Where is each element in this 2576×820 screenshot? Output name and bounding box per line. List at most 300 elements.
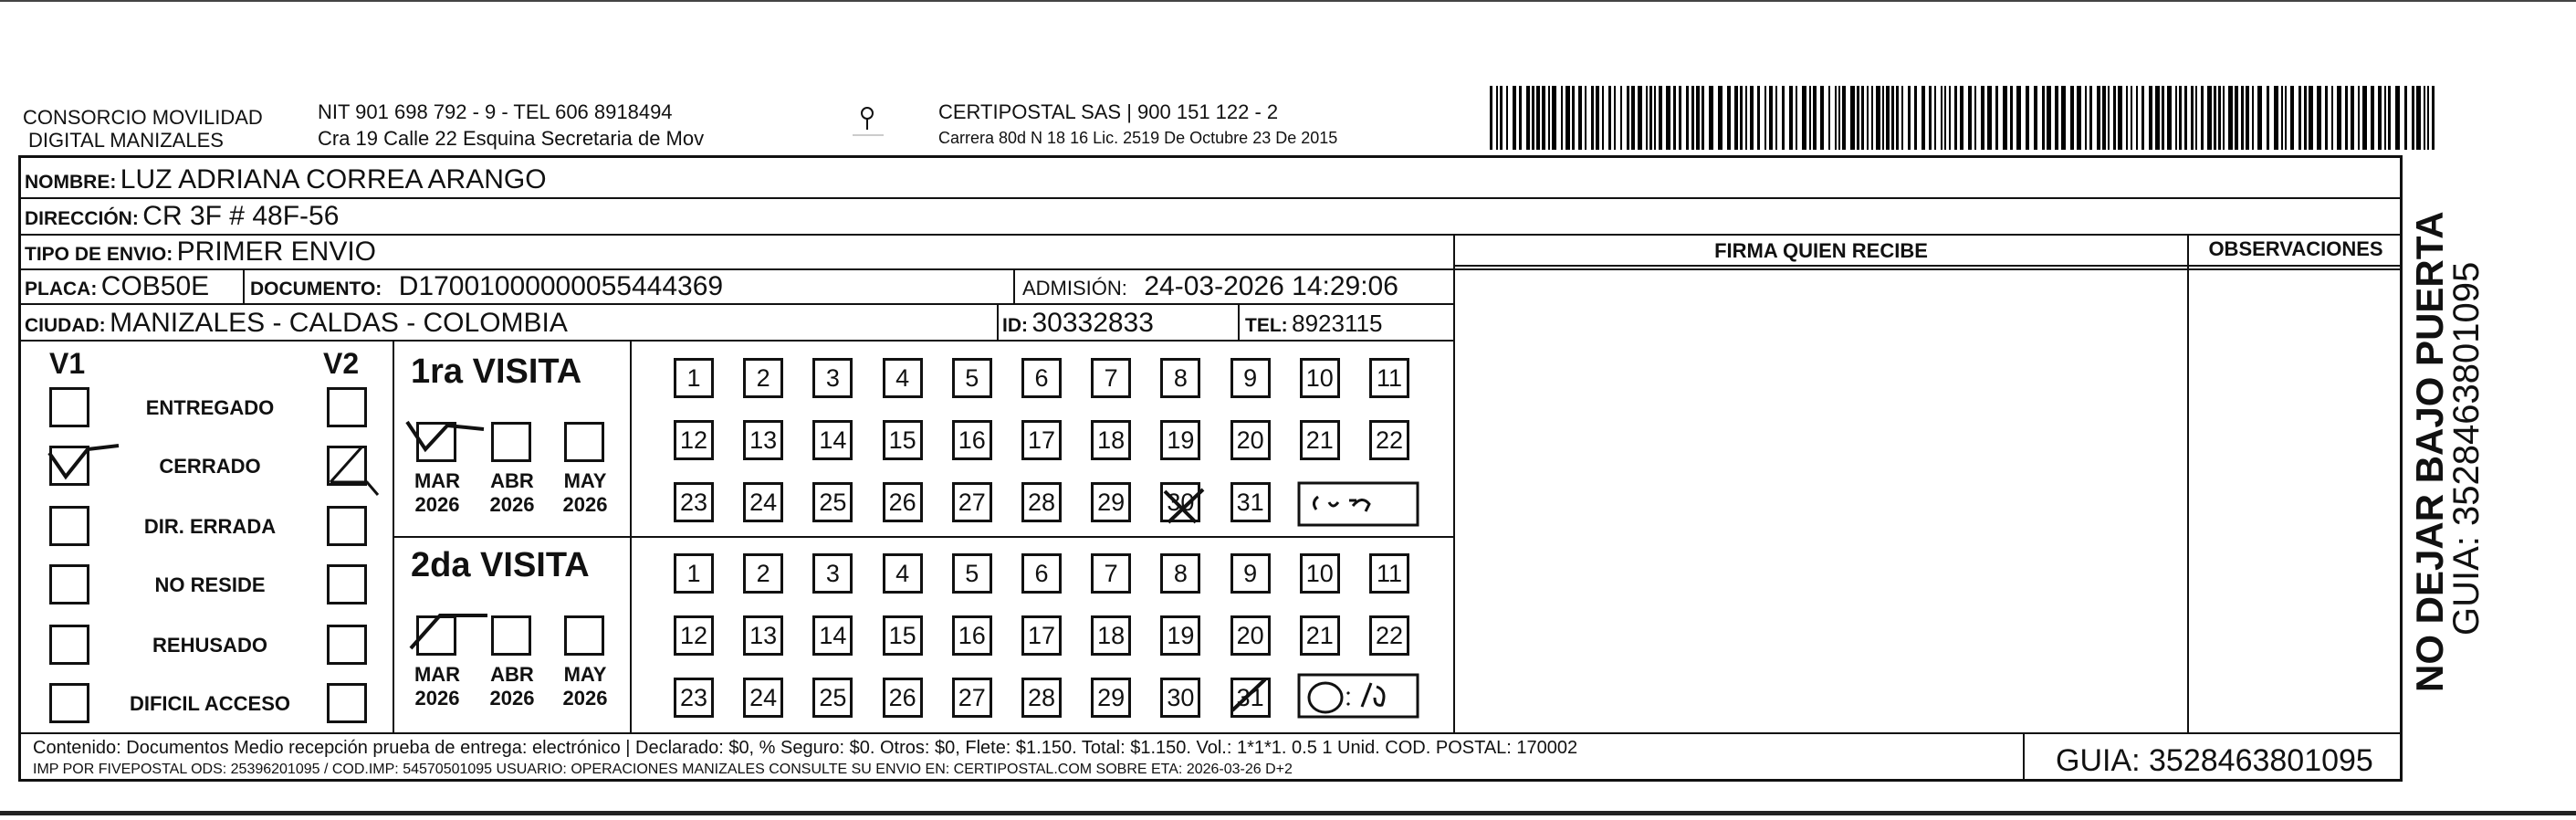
day-box[interactable]: 4 xyxy=(883,553,923,594)
barcode-bar xyxy=(2097,86,2100,150)
barcode-bar xyxy=(1519,86,1522,150)
barcode-bar xyxy=(1835,86,1837,150)
day-box[interactable]: 10 xyxy=(1300,553,1340,594)
id-label: ID: xyxy=(1002,315,1028,336)
barcode-bar xyxy=(2077,86,2081,150)
barcode-bar xyxy=(1745,86,1747,150)
month-year: 2026 xyxy=(562,687,608,710)
barcode-bar xyxy=(1496,86,1498,150)
barcode-bar xyxy=(2085,86,2087,150)
barcode-bar xyxy=(2162,86,2164,150)
day-box[interactable]: 4 xyxy=(883,358,923,398)
barcode-bar xyxy=(1838,86,1840,150)
observaciones-header: OBSERVACIONES xyxy=(2208,237,2383,260)
barcode-bar xyxy=(2141,86,2144,150)
day-box[interactable]: 1 xyxy=(674,358,714,398)
barcode-bar xyxy=(1769,86,1773,150)
barcode-bar xyxy=(2432,86,2435,150)
day-box[interactable]: 22 xyxy=(1369,420,1409,460)
handwritten-mark-day30 xyxy=(1159,486,1214,531)
month-checkbox[interactable] xyxy=(491,615,531,656)
day-box[interactable]: 13 xyxy=(743,420,783,460)
barcode-bar xyxy=(2337,86,2341,150)
month-label xyxy=(553,469,617,517)
tel-row xyxy=(1245,309,1382,342)
bottom-scan-edge xyxy=(0,811,2576,815)
month-name: MAY xyxy=(563,469,607,492)
day-box[interactable]: 17 xyxy=(1021,420,1062,460)
barcode-bar xyxy=(1709,86,1713,150)
barcode-bar xyxy=(2195,86,2197,150)
day-box[interactable]: 11 xyxy=(1369,358,1409,398)
barcode-bar xyxy=(2257,86,2262,150)
footer-guia: GUIA: 3528463801095 xyxy=(2056,743,2373,778)
barcode-bar xyxy=(2034,86,2037,150)
barcode-bar xyxy=(2424,86,2425,150)
barcode-bar xyxy=(2378,86,2382,150)
barcode-bar xyxy=(1627,86,1629,150)
barcode-bar xyxy=(1542,86,1545,150)
month-label xyxy=(480,663,544,710)
barcode-bar xyxy=(2113,86,2116,150)
day-box[interactable]: 23 xyxy=(674,678,714,718)
direccion-label: DIRECCIÓN: xyxy=(25,208,139,229)
second-visit-title: 2da VISITA xyxy=(411,546,590,584)
status-reason-label: REHUSADO xyxy=(152,634,267,657)
barcode-bar xyxy=(1886,86,1890,150)
day-box[interactable]: 12 xyxy=(674,615,714,656)
barcode-bar xyxy=(1995,86,1998,150)
handwritten-check-v2-cerrado xyxy=(325,444,389,499)
day-box[interactable]: 27 xyxy=(952,678,992,718)
barcode-bar xyxy=(2388,86,2391,150)
handwritten-time-first xyxy=(1298,482,1419,526)
barcode-bar xyxy=(2309,86,2313,150)
barcode-bar xyxy=(1679,86,1681,150)
barcode-bar xyxy=(1490,86,1492,150)
barcode-bar xyxy=(1565,86,1570,150)
barcode-bar xyxy=(1796,86,1797,150)
v1-checkbox[interactable] xyxy=(49,564,89,604)
barcode-bar xyxy=(2285,86,2287,150)
day-box[interactable]: 28 xyxy=(1021,678,1062,718)
barcode-bar xyxy=(1513,86,1516,150)
carrier-line-1: CERTIPOSTAL SAS | 900 151 122 - 2 xyxy=(938,100,1279,123)
month-checkbox[interactable] xyxy=(491,422,531,462)
barcode-bar xyxy=(1908,86,1911,150)
barcode-bar xyxy=(2155,86,2160,150)
barcode-bar xyxy=(1891,86,1894,150)
day-box[interactable]: 17 xyxy=(1021,615,1062,656)
month-year: 2026 xyxy=(562,493,608,516)
barcode-bar xyxy=(2235,86,2238,150)
day-box[interactable]: 5 xyxy=(952,553,992,594)
day-box[interactable]: 20 xyxy=(1230,420,1271,460)
day-box[interactable]: 16 xyxy=(952,615,992,656)
barcode-bar xyxy=(1960,86,1963,150)
top-scan-edge xyxy=(0,0,2576,2)
month-year: 2026 xyxy=(489,687,535,710)
barcode-bar xyxy=(2118,86,2122,150)
day-box[interactable]: 22 xyxy=(1369,615,1409,656)
day-box[interactable]: 7 xyxy=(1091,553,1131,594)
admision-value: 24-03-2026 14:29:06 xyxy=(1144,271,1398,301)
day-box[interactable]: 15 xyxy=(883,615,923,656)
day-box[interactable]: 31 xyxy=(1230,482,1271,522)
documento-label: DOCUMENTO: xyxy=(250,279,382,300)
barcode-bar xyxy=(1649,86,1652,150)
barcode-bar xyxy=(1500,86,1503,150)
barcode-bar xyxy=(1659,86,1662,150)
day-box[interactable]: 8 xyxy=(1160,553,1200,594)
day-box[interactable]: 11 xyxy=(1369,553,1409,594)
day-box[interactable]: 1 xyxy=(674,553,714,594)
day-box[interactable]: 21 xyxy=(1300,420,1340,460)
company-line-1: CONSORCIO MOVILIDAD xyxy=(23,106,263,129)
day-box[interactable]: 14 xyxy=(812,615,853,656)
barcode-bar xyxy=(1896,86,1899,150)
barcode-bar xyxy=(2223,86,2225,150)
v1-header: V1 xyxy=(49,347,86,380)
barcode-bar xyxy=(2351,86,2354,150)
nombre-label: NOMBRE: xyxy=(25,172,117,193)
day-box[interactable]: 25 xyxy=(812,482,853,522)
day-box[interactable]: 20 xyxy=(1230,615,1271,656)
ciudad-row xyxy=(25,309,568,342)
barcode-bar xyxy=(2175,86,2177,150)
barcode-bar xyxy=(2131,86,2132,150)
carrier-line-2: Carrera 80d N 18 16 Lic. 2519 De Octubre 23 De 2015 xyxy=(938,129,1338,147)
day-box[interactable]: 14 xyxy=(812,420,853,460)
day-box[interactable]: 2 xyxy=(743,358,783,398)
barcode-bar xyxy=(2267,86,2269,150)
barcode-bar xyxy=(1718,86,1723,150)
barcode-bar xyxy=(1740,86,1743,150)
day-box[interactable]: 16 xyxy=(952,420,992,460)
barcode-bar xyxy=(1764,86,1766,150)
month-year: 2026 xyxy=(489,493,535,516)
v1-checkbox[interactable] xyxy=(49,506,89,546)
barcode-bar xyxy=(2102,86,2106,150)
barcode-bar xyxy=(2395,86,2400,150)
day-box[interactable]: 6 xyxy=(1021,358,1062,398)
day-box[interactable]: 25 xyxy=(812,678,853,718)
side-warning: NO DEJAR BAJO PUERTA xyxy=(2408,211,2451,692)
barcode-bar xyxy=(2149,86,2152,150)
v1-checkbox[interactable] xyxy=(49,387,89,427)
barcode-bar xyxy=(1922,86,1925,150)
month-name: MAR xyxy=(414,663,461,686)
barcode-bar xyxy=(2003,86,2007,150)
month-year: 2026 xyxy=(414,493,460,516)
barcode-bar xyxy=(1506,86,1508,150)
barcode-bar xyxy=(2358,86,2360,150)
handwritten-time-second xyxy=(1298,674,1419,718)
day-box[interactable]: 29 xyxy=(1091,482,1131,522)
barcode-bar xyxy=(1548,86,1550,150)
barcode-bar xyxy=(1949,86,1951,150)
barcode-bar xyxy=(1686,86,1689,150)
barcode xyxy=(1490,86,2439,150)
v2-header: V2 xyxy=(323,347,360,380)
footer-impresion: IMP POR FIVEPOSTAL ODS: 25396201095 / COD.IMP: 54570501095 USUARIO: OPERACIONES MANIZALES CONSULTE SU ENVIO EN: CERTIPOSTAL.COM SOBRE ETA: 2026-03-26 D+2 xyxy=(33,762,1293,777)
barcode-bar xyxy=(1941,86,1942,150)
day-box[interactable]: 7 xyxy=(1091,358,1131,398)
month-name: MAR xyxy=(414,469,461,492)
barcode-bar xyxy=(1901,86,1903,150)
day-box[interactable]: 9 xyxy=(1230,553,1271,594)
firma-header: FIRMA QUIEN RECIBE xyxy=(1714,239,1928,262)
handwritten-mark-day31 xyxy=(1229,674,1283,720)
barcode-bar xyxy=(2384,86,2386,150)
barcode-bar xyxy=(1585,86,1586,150)
barcode-bar xyxy=(1552,86,1556,150)
barcode-bar xyxy=(1775,86,1777,150)
barcode-bar xyxy=(1934,86,1936,150)
status-reason-label: DIFICIL ACCESO xyxy=(129,692,290,715)
v1-checkbox[interactable] xyxy=(49,625,89,665)
month-label xyxy=(405,663,469,710)
status-reason-label: NO RESIDE xyxy=(154,573,266,596)
ciudad-label: CIUDAD: xyxy=(25,315,106,336)
day-box[interactable]: 3 xyxy=(812,553,853,594)
v2-checkbox[interactable] xyxy=(327,387,367,427)
day-box[interactable]: 26 xyxy=(883,482,923,522)
company-name xyxy=(23,106,263,152)
month-name: ABR xyxy=(490,663,534,686)
placa-label: PLACA: xyxy=(25,279,98,300)
handwritten-check-v1-cerrado xyxy=(46,444,128,489)
barcode-bar xyxy=(2325,86,2328,150)
barcode-bar xyxy=(2070,86,2074,150)
barcode-bar xyxy=(2427,86,2429,150)
barcode-bar xyxy=(2136,86,2138,150)
v1-checkbox[interactable] xyxy=(49,683,89,723)
barcode-bar xyxy=(1532,86,1534,150)
barcode-bar xyxy=(2010,86,2013,150)
month-label xyxy=(553,663,617,710)
status-reason-label: CERRADO xyxy=(159,455,261,478)
day-box[interactable]: 31 xyxy=(1230,678,1271,718)
day-box[interactable]: 27 xyxy=(952,482,992,522)
barcode-bar xyxy=(1608,86,1611,150)
barcode-bar xyxy=(1526,86,1530,150)
barcode-bar xyxy=(2089,86,2092,150)
day-box[interactable]: 29 xyxy=(1091,678,1131,718)
barcode-bar xyxy=(1591,86,1594,150)
tel-label: TEL: xyxy=(1245,315,1288,336)
barcode-bar xyxy=(2404,86,2407,150)
barcode-bar xyxy=(2214,86,2216,150)
day-box[interactable]: 24 xyxy=(743,678,783,718)
day-box[interactable]: 10 xyxy=(1300,358,1340,398)
v2-checkbox[interactable] xyxy=(327,683,367,723)
barcode-bar xyxy=(2304,86,2307,150)
month-label xyxy=(405,469,469,517)
day-box[interactable]: 19 xyxy=(1160,615,1200,656)
barcode-bar xyxy=(1561,86,1563,150)
barcode-bar xyxy=(2299,86,2301,150)
nombre-value: LUZ ADRIANA CORREA ARANGO xyxy=(120,164,547,194)
month-label xyxy=(480,469,544,517)
barcode-bar xyxy=(2026,86,2029,150)
day-box[interactable]: 18 xyxy=(1091,615,1131,656)
barcode-bar xyxy=(1968,86,1972,150)
barcode-bar xyxy=(1620,86,1622,150)
barcode-bar xyxy=(1809,86,1811,150)
day-box[interactable]: 15 xyxy=(883,420,923,460)
day-box[interactable]: 9 xyxy=(1230,358,1271,398)
barcode-bar xyxy=(1820,86,1824,150)
day-box[interactable]: 2 xyxy=(743,553,783,594)
barcode-bar xyxy=(2191,86,2194,150)
day-box[interactable]: 28 xyxy=(1021,482,1062,522)
barcode-bar xyxy=(1828,86,1830,150)
barcode-bar xyxy=(1974,86,1976,150)
v2-checkbox[interactable] xyxy=(327,625,367,665)
barcode-bar xyxy=(2055,86,2058,150)
barcode-bar xyxy=(1750,86,1754,150)
barcode-bar xyxy=(1954,86,1957,150)
barcode-bar xyxy=(2412,86,2414,150)
barcode-bar xyxy=(1666,86,1670,150)
barcode-bar xyxy=(1857,86,1859,150)
placa-row xyxy=(25,272,209,306)
footer-contenido: Contenido: Documentos Medio recepción prueba de entrega: electrónico | Declarado: $0, % Seguro: $0. Otros: $0, Flete: $1.150. Total: $1.150. Vol.: 1*1*1. 0.5 1 Unid. COD. POSTAL: 170002 xyxy=(33,738,1578,758)
company-address: Cra 19 Calle 22 Esquina Secretaria de Mov xyxy=(318,127,705,150)
ciudad-value: MANIZALES - CALDAS - COLOMBIA xyxy=(110,308,568,338)
day-box[interactable]: 6 xyxy=(1021,553,1062,594)
barcode-bar xyxy=(2201,86,2204,150)
barcode-bar xyxy=(2241,86,2244,150)
barcode-bar xyxy=(1614,86,1616,150)
barcode-bar xyxy=(1578,86,1582,150)
barcode-bar xyxy=(2345,86,2348,150)
barcode-bar xyxy=(1861,86,1864,150)
barcode-bar xyxy=(2016,86,2021,150)
barcode-bar xyxy=(1757,86,1760,150)
barcode-bar xyxy=(1727,86,1731,150)
tipo-envio-row xyxy=(25,237,376,271)
barcode-bar xyxy=(1646,86,1648,150)
barcode-bar xyxy=(2274,86,2278,150)
status-reason-label: DIR. ERRADA xyxy=(143,515,277,538)
placa-value: COB50E xyxy=(100,271,210,301)
first-visit-title: 1ra VISITA xyxy=(411,352,582,391)
barcode-bar xyxy=(2416,86,2421,150)
barcode-bar xyxy=(1802,86,1806,150)
barcode-bar xyxy=(1981,86,1984,150)
admision-label: ADMISIÓN: xyxy=(1022,277,1127,300)
barcode-bar xyxy=(2061,86,2066,150)
carrier-info xyxy=(938,100,1337,150)
barcode-bar xyxy=(2108,86,2110,150)
day-box[interactable]: 26 xyxy=(883,678,923,718)
month-checkbox[interactable] xyxy=(564,615,604,656)
barcode-bar xyxy=(2184,86,2187,150)
barcode-bar xyxy=(2126,86,2128,150)
day-box[interactable]: 19 xyxy=(1160,420,1200,460)
day-box[interactable]: 8 xyxy=(1160,358,1200,398)
documento-value: D17001000000055444369 xyxy=(398,271,724,301)
barcode-bar xyxy=(1602,86,1604,150)
tipo-envio-value: PRIMER ENVIO xyxy=(176,237,377,267)
company-contact xyxy=(318,100,704,150)
barcode-bar xyxy=(1876,86,1880,150)
barcode-bar xyxy=(2281,86,2283,150)
month-checkbox[interactable] xyxy=(564,422,604,462)
company-nit: NIT 901 698 792 - 9 - TEL 606 8918494 xyxy=(318,100,673,123)
direccion-row xyxy=(25,202,339,236)
day-box[interactable]: 24 xyxy=(743,482,783,522)
barcode-bar xyxy=(1813,86,1817,150)
side-guia: GUIA: 3528463801095 xyxy=(2446,261,2487,636)
month-year: 2026 xyxy=(414,687,460,710)
barcode-bar xyxy=(1850,86,1855,150)
day-box[interactable]: 21 xyxy=(1300,615,1340,656)
barcode-bar xyxy=(1572,86,1575,150)
barcode-bar xyxy=(1673,86,1676,150)
month-name: ABR xyxy=(490,469,534,492)
direccion-value: CR 3F # 48F-56 xyxy=(142,201,340,231)
admision-row xyxy=(1022,272,1398,306)
barcode-bar xyxy=(1789,86,1793,150)
barcode-bar xyxy=(1842,86,1846,150)
barcode-bar xyxy=(1596,86,1599,150)
barcode-bar xyxy=(2246,86,2249,150)
barcode-bar xyxy=(2179,86,2182,150)
barcode-bar xyxy=(2317,86,2321,150)
barcode-bar xyxy=(2362,86,2367,150)
company-line-2: DIGITAL MANIZALES xyxy=(28,129,224,152)
month-name: MAY xyxy=(563,663,607,686)
barcode-bar xyxy=(1882,86,1884,150)
handwritten-check-mar-first xyxy=(403,413,495,468)
day-box[interactable]: 3 xyxy=(812,358,853,398)
id-row xyxy=(1002,309,1154,342)
barcode-bar xyxy=(1654,86,1656,150)
barcode-bar xyxy=(2167,86,2172,150)
day-box[interactable]: 18 xyxy=(1091,420,1131,460)
barcode-bar xyxy=(2042,86,2045,150)
day-box[interactable]: 23 xyxy=(674,482,714,522)
status-reason-label: ENTREGADO xyxy=(145,396,275,419)
day-box[interactable]: 12 xyxy=(674,420,714,460)
documento-row xyxy=(250,272,723,306)
barcode-bar xyxy=(2252,86,2254,150)
barcode-bar xyxy=(1702,86,1704,150)
day-box[interactable]: 30 xyxy=(1160,482,1200,522)
nombre-row xyxy=(25,165,547,199)
barcode-bar xyxy=(2047,86,2051,150)
v2-checkbox[interactable] xyxy=(327,506,367,546)
day-box[interactable]: 30 xyxy=(1160,678,1200,718)
barcode-bar xyxy=(1914,86,1917,150)
barcode-bar xyxy=(1782,86,1785,150)
barcode-bar xyxy=(2218,86,2221,150)
handwritten-check-mar-second xyxy=(403,608,495,663)
barcode-bar xyxy=(1631,86,1635,150)
v2-checkbox[interactable] xyxy=(327,564,367,604)
day-box[interactable]: 5 xyxy=(952,358,992,398)
barcode-bar xyxy=(1871,86,1873,150)
carrier-logo-icon xyxy=(840,106,895,142)
day-box[interactable]: 13 xyxy=(743,615,783,656)
id-value: 30332833 xyxy=(1031,308,1154,338)
barcode-bar xyxy=(2290,86,2294,150)
barcode-bar xyxy=(1696,86,1700,150)
barcode-bar xyxy=(2228,86,2233,150)
